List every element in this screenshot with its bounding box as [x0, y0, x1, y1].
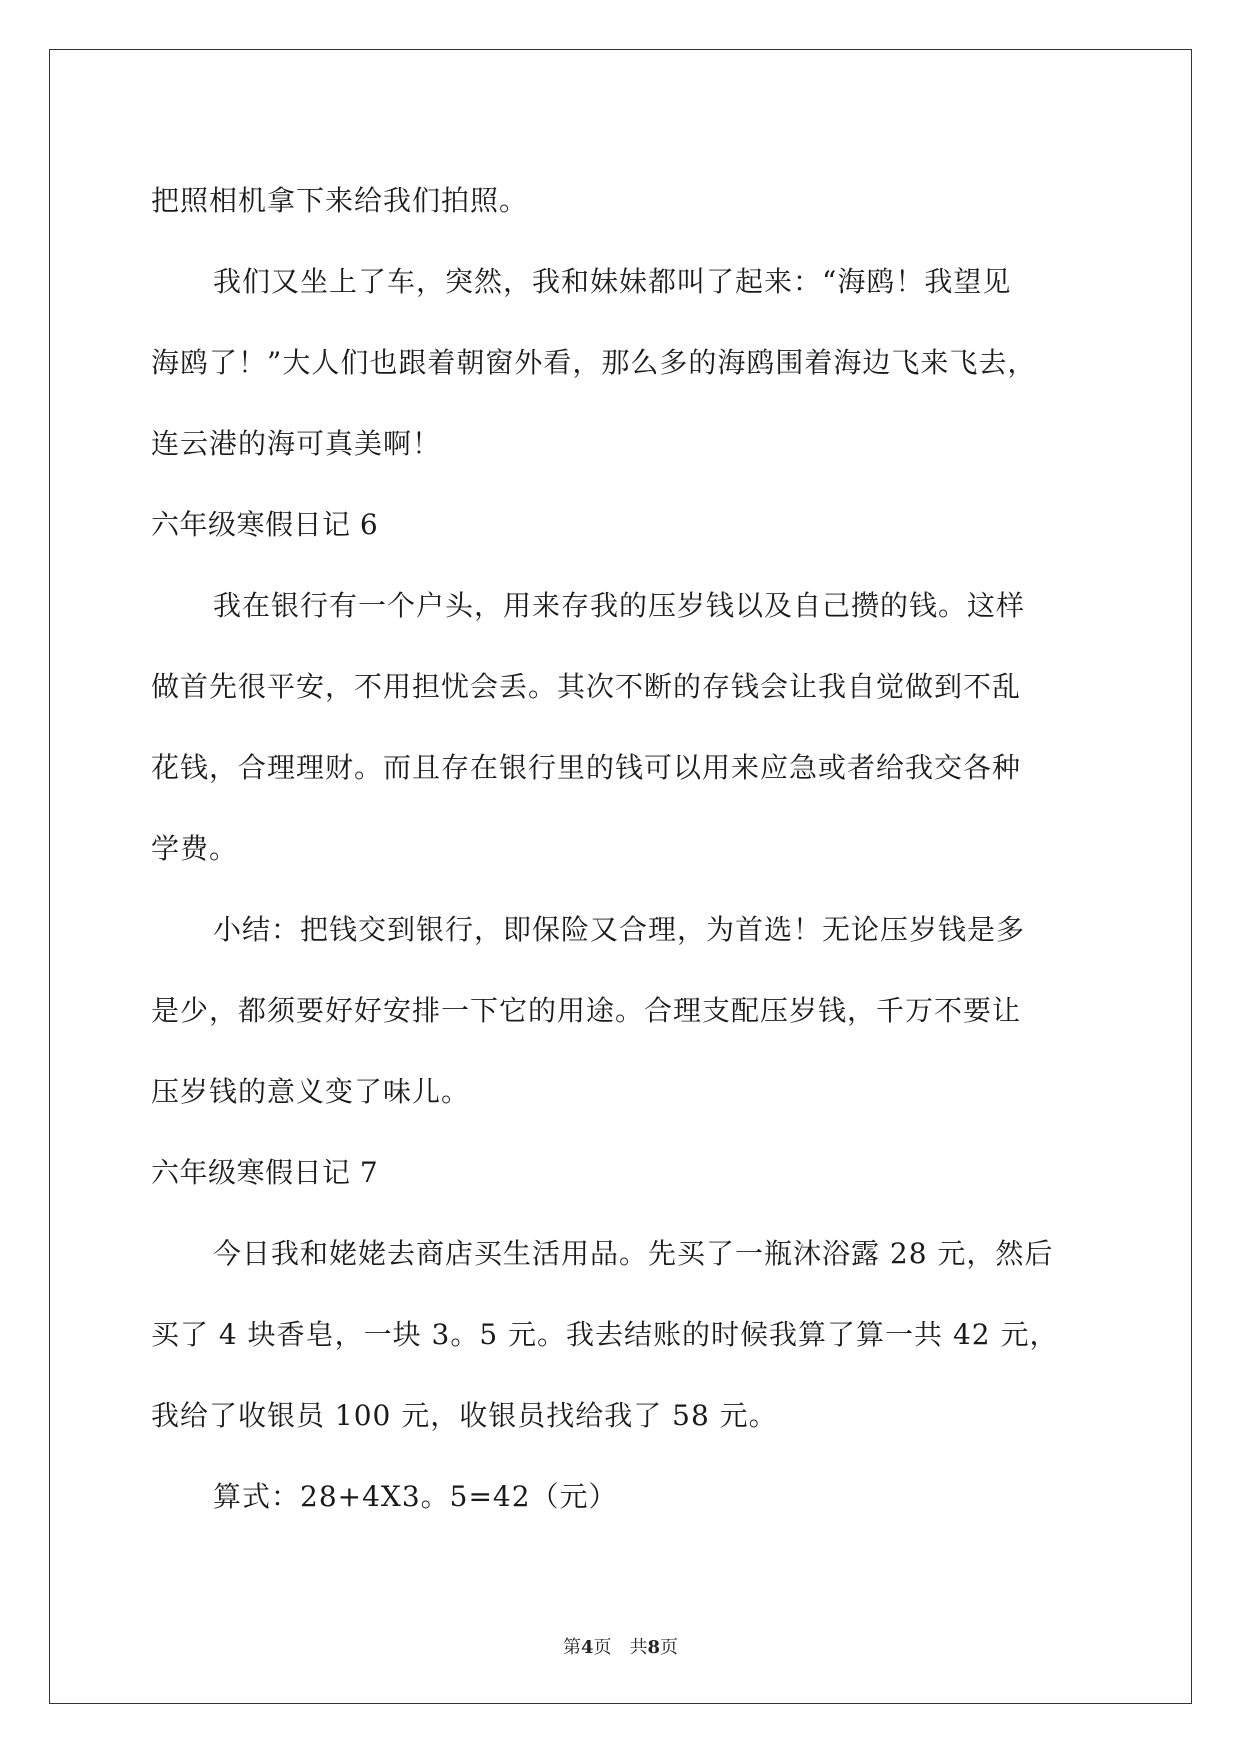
- footer-total-suffix: 页: [660, 1637, 679, 1658]
- current-page-number: 4: [580, 1637, 594, 1658]
- paragraph-start-line: 算式：28+4X3。5=42（元）: [213, 1480, 618, 1513]
- text-line: 连云港的海可真美啊！: [151, 427, 442, 460]
- page-footer: [0, 1633, 1241, 1659]
- text-line: 海鸥了！”大人们也跟着朝窗外看，那么多的海鸥围着海边飞来飞去，: [151, 346, 1037, 379]
- paragraph-start-line: 我们又坐上了车，突然，我和妹妹都叫了起来：“海鸥！我望见: [213, 265, 1012, 298]
- text-line: 做首先很平安，不用担忧会丢。其次不断的存钱会让我自觉做到不乱: [151, 670, 1022, 703]
- paragraph-start-line: 今日我和姥姥去商店买生活用品。先买了一瓶沐浴露 28 元，然后: [213, 1237, 1054, 1270]
- text-line: 买了 4 块香皂，一块 3。5 元。我去结账的时候我算了算一共 42 元，: [151, 1318, 1059, 1351]
- text-line: 花钱，合理理财。而且存在银行里的钱可以用来应急或者给我交各种: [151, 751, 1022, 784]
- total-pages-number: 8: [647, 1637, 661, 1658]
- footer-page-suffix: 页: [593, 1637, 612, 1658]
- text-line: 是少，都须要好好安排一下它的用途。合理支配压岁钱，千万不要让: [151, 994, 1022, 1027]
- section-heading: 六年级寒假日记 7: [151, 1156, 379, 1189]
- paragraph-start-line: 我在银行有一个户头，用来存我的压岁钱以及自己攒的钱。这样: [213, 589, 1026, 622]
- footer-page-prefix: 第: [562, 1637, 581, 1658]
- footer-total-prefix: 共: [629, 1637, 648, 1658]
- text-line: 学费。: [151, 832, 239, 865]
- text-line: 把照相机拿下来给我们拍照。: [151, 184, 529, 217]
- text-line: 我给了收银员 100 元，收银员找给我了 58 元。: [151, 1399, 778, 1432]
- text-line: 压岁钱的意义变了味儿。: [151, 1075, 471, 1108]
- paragraph-start-line: 小结：把钱交到银行，即保险又合理，为首选！无论压岁钱是多: [213, 913, 1026, 946]
- section-heading: 六年级寒假日记 6: [151, 508, 379, 541]
- document-body: [151, 160, 1096, 1537]
